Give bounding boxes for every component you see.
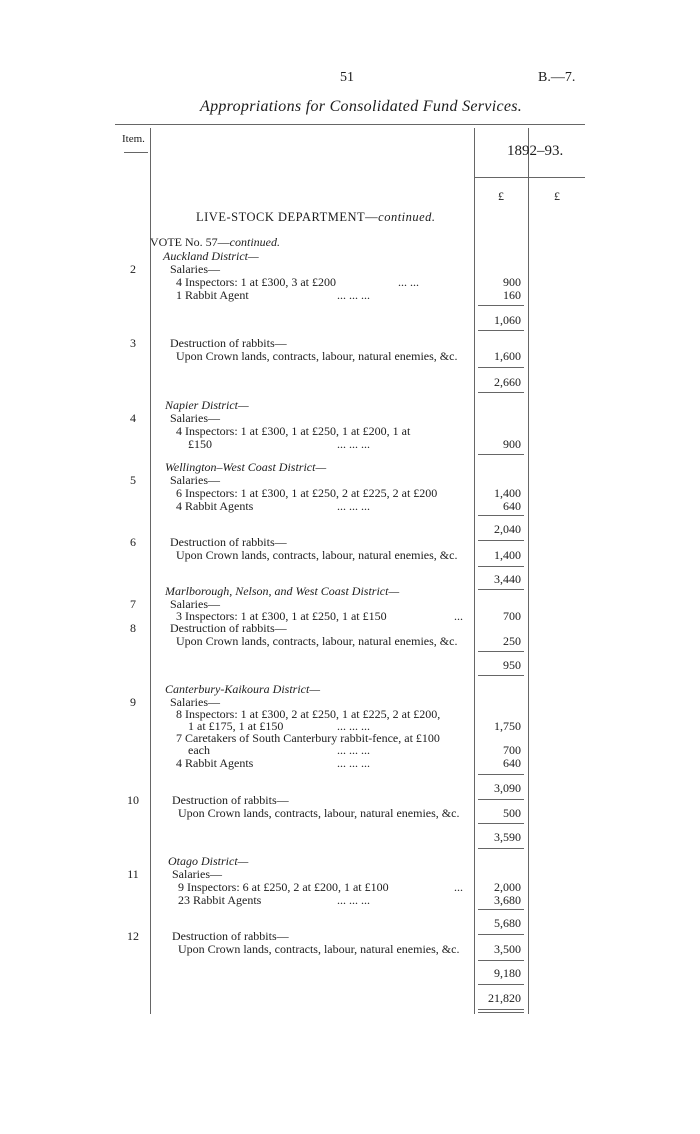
wellington-total: 3,440 bbox=[494, 572, 521, 586]
total-rule bbox=[478, 651, 524, 652]
auckland-district: Auckland District— bbox=[163, 249, 259, 263]
otago-total: 9,180 bbox=[494, 966, 521, 980]
canterbury-destruction: Destruction of rabbits— bbox=[172, 793, 289, 807]
auckland-inspectors-amount: 900 bbox=[503, 275, 521, 289]
canterbury-district: Canterbury-Kaikoura District— bbox=[165, 682, 320, 696]
vote-label: VOTE No. 57— bbox=[150, 235, 230, 249]
subtotal-rule bbox=[478, 799, 524, 800]
total-rule bbox=[478, 367, 524, 368]
auckland-agent: 1 Rabbit Agent bbox=[176, 288, 249, 302]
leader-dots: ... bbox=[454, 609, 463, 623]
auckland-salaries: Salaries— bbox=[170, 262, 220, 276]
subtotal-rule bbox=[478, 540, 524, 541]
leader-dots: ... ... ... bbox=[337, 437, 370, 451]
page-title: Appropriations for Consolidated Fund Services. bbox=[200, 98, 523, 115]
total-rule bbox=[478, 566, 524, 567]
canterbury-inspectors-line2: 1 at £175, 1 at £150 bbox=[188, 719, 284, 733]
auckland-total: 2,660 bbox=[494, 375, 521, 389]
total-rule bbox=[478, 589, 524, 590]
leader-dots: ... ... ... bbox=[337, 743, 370, 757]
item-column-divider bbox=[150, 128, 151, 1014]
title-rule bbox=[115, 124, 585, 125]
auckland-inspectors: 4 Inspectors: 1 at £300, 3 at £200 bbox=[176, 275, 336, 289]
leader-dots: ... ... ... bbox=[337, 756, 370, 770]
item-number-11: 11 bbox=[127, 867, 139, 881]
leader-dots: ... ... bbox=[398, 275, 419, 289]
auckland-destruction-amount: 1,600 bbox=[494, 349, 521, 363]
vote-heading bbox=[150, 235, 280, 250]
subtotal-rule bbox=[478, 305, 524, 306]
wellington-destruction: Destruction of rabbits— bbox=[170, 535, 287, 549]
wellington-district: Wellington–West Coast District— bbox=[165, 460, 327, 474]
total-rule bbox=[478, 823, 524, 824]
total-rule bbox=[478, 960, 524, 961]
otago-inspectors-amount: 2,000 bbox=[494, 880, 521, 894]
item-number-10: 10 bbox=[127, 793, 139, 807]
marlborough-destruction-amount: 250 bbox=[503, 634, 521, 648]
item-number-8: 8 bbox=[130, 621, 136, 635]
marlborough-destruction-detail: Upon Crown lands, contracts, labour, natural enemies, &c. bbox=[176, 634, 458, 648]
wellington-agents-amount: 640 bbox=[503, 499, 521, 513]
canterbury-salaries: Salaries— bbox=[170, 695, 220, 709]
total-rule bbox=[478, 675, 524, 676]
auckland-destruction-detail: Upon Crown lands, contracts, labour, natural enemies, &c. bbox=[176, 349, 458, 363]
marlborough-destruction: Destruction of rabbits— bbox=[170, 621, 287, 635]
canterbury-inspectors-line1: 8 Inspectors: 1 at £300, 2 at £250, 1 at £225, 2 at £200, bbox=[176, 707, 441, 721]
napier-salaries: Salaries— bbox=[170, 411, 220, 425]
otago-salaries: Salaries— bbox=[172, 867, 222, 881]
otago-district: Otago District— bbox=[168, 854, 249, 868]
wellington-destruction-amount: 1,400 bbox=[494, 548, 521, 562]
wellington-inspectors: 6 Inspectors: 1 at £300, 1 at £250, 2 at £225, 2 at £200 bbox=[176, 486, 438, 500]
marlborough-inspectors: 3 Inspectors: 1 at £300, 1 at £250, 1 at £150 bbox=[176, 609, 387, 623]
auckland-agent-amount: 160 bbox=[503, 288, 521, 302]
currency-symbol-col1: £ bbox=[498, 189, 504, 203]
amount-column-mid-border bbox=[528, 128, 529, 1014]
canterbury-destruction-detail: Upon Crown lands, contracts, labour, natural enemies, &c. bbox=[178, 806, 460, 820]
otago-destruction: Destruction of rabbits— bbox=[172, 929, 289, 943]
marlborough-salaries: Salaries— bbox=[170, 597, 220, 611]
total-rule bbox=[478, 848, 524, 849]
subtotal-rule bbox=[478, 774, 524, 775]
year-header-rule bbox=[474, 177, 585, 178]
grand-total-rule bbox=[478, 984, 524, 985]
otago-agents: 23 Rabbit Agents bbox=[178, 893, 262, 907]
vote-continued: continued. bbox=[229, 235, 280, 249]
grand-total: 21,820 bbox=[488, 991, 521, 1005]
total-rule bbox=[478, 454, 524, 455]
department-heading bbox=[196, 210, 436, 225]
auckland-destruction: Destruction of rabbits— bbox=[170, 336, 287, 350]
canterbury-agents: 4 Rabbit Agents bbox=[176, 756, 254, 770]
item-number-3: 3 bbox=[130, 336, 136, 350]
leader-dots: ... bbox=[454, 880, 463, 894]
napier-inspectors-amount: 900 bbox=[503, 437, 521, 451]
auckland-subtotal: 1,060 bbox=[494, 313, 521, 327]
canterbury-caretakers-amount: 700 bbox=[503, 743, 521, 757]
marlborough-inspectors-amount: 700 bbox=[503, 609, 521, 623]
item-number-5: 5 bbox=[130, 473, 136, 487]
napier-inspectors-line1: 4 Inspectors: 1 at £300, 1 at £250, 1 at £200, 1 at bbox=[176, 424, 411, 438]
canterbury-caretakers-line1: 7 Caretakers of South Canterbury rabbit-fence, at £100 bbox=[176, 731, 440, 745]
year-header: 1892–93. bbox=[507, 143, 564, 159]
wellington-destruction-detail: Upon Crown lands, contracts, labour, natural enemies, &c. bbox=[176, 548, 458, 562]
marlborough-district: Marlborough, Nelson, and West Coast District— bbox=[165, 584, 400, 598]
wellington-inspectors-amount: 1,400 bbox=[494, 486, 521, 500]
subtotal-rule bbox=[478, 934, 524, 935]
total-rule bbox=[478, 392, 524, 393]
item-number-4: 4 bbox=[130, 411, 136, 425]
leader-dots: ... ... ... bbox=[337, 288, 370, 302]
otago-inspectors: 9 Inspectors: 6 at £250, 2 at £200, 1 at £100 bbox=[178, 880, 389, 894]
wellington-subtotal: 2,040 bbox=[494, 522, 521, 536]
otago-agents-amount: 3,680 bbox=[494, 893, 521, 907]
marlborough-total: 950 bbox=[503, 658, 521, 672]
item-header-rule bbox=[124, 152, 148, 153]
item-number-6: 6 bbox=[130, 535, 136, 549]
item-column-header: Item. bbox=[122, 133, 145, 145]
subtotal-rule bbox=[478, 909, 524, 910]
canterbury-caretakers-line2: each bbox=[188, 743, 210, 757]
wellington-salaries: Salaries— bbox=[170, 473, 220, 487]
leader-dots: ... ... ... bbox=[337, 893, 370, 907]
canterbury-total: 3,590 bbox=[494, 830, 521, 844]
grand-total-rule bbox=[478, 1009, 524, 1010]
napier-inspectors-line2: £150 bbox=[188, 437, 212, 451]
napier-district: Napier District— bbox=[165, 398, 249, 412]
leader-dots: ... ... ... bbox=[337, 719, 370, 733]
item-number-9: 9 bbox=[130, 695, 136, 709]
item-number-7: 7 bbox=[130, 597, 136, 611]
department-continued: continued. bbox=[378, 210, 436, 224]
department-name: LIVE-STOCK DEPARTMENT— bbox=[196, 210, 379, 224]
otago-subtotal: 5,680 bbox=[494, 916, 521, 930]
amount-column-left-border bbox=[474, 128, 475, 1014]
canterbury-inspectors-amount: 1,750 bbox=[494, 719, 521, 733]
leader-dots: ... ... ... bbox=[337, 499, 370, 513]
canterbury-destruction-amount: 500 bbox=[503, 806, 521, 820]
otago-destruction-detail: Upon Crown lands, contracts, labour, natural enemies, &c. bbox=[178, 942, 460, 956]
item-number-12: 12 bbox=[127, 929, 139, 943]
item-number-2: 2 bbox=[130, 262, 136, 276]
canterbury-agents-amount: 640 bbox=[503, 756, 521, 770]
subtotal-rule bbox=[478, 515, 524, 516]
page-reference: B.—7. bbox=[538, 70, 576, 85]
canterbury-subtotal: 3,090 bbox=[494, 781, 521, 795]
grand-total-rule bbox=[478, 1012, 524, 1013]
subtotal-rule bbox=[478, 330, 524, 331]
wellington-agents: 4 Rabbit Agents bbox=[176, 499, 254, 513]
currency-symbol-col2: £ bbox=[554, 189, 560, 203]
page-number: 51 bbox=[340, 70, 354, 85]
otago-destruction-amount: 3,500 bbox=[494, 942, 521, 956]
